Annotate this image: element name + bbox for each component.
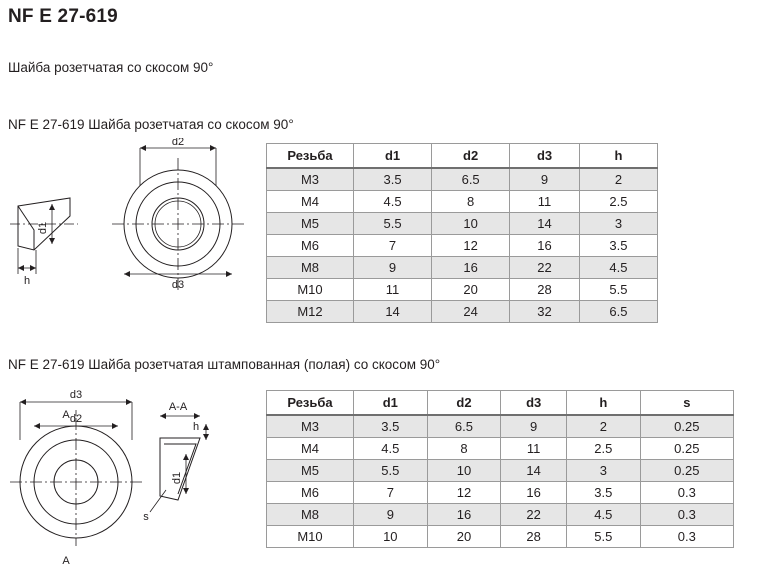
column-header-d3: d3 [510, 144, 580, 169]
label-d3: d3 [69, 389, 83, 401]
cell-d1: 4.5 [354, 438, 428, 460]
cell-thread: M12 [267, 301, 354, 323]
cell-d2: 16 [432, 257, 510, 279]
cell-d1: 10 [354, 526, 428, 548]
cell-h: 4.5 [567, 504, 641, 526]
column-header-d2: d2 [427, 391, 501, 416]
table-row [267, 301, 658, 323]
cell-d2: 10 [427, 460, 501, 482]
cell-thread: M8 [267, 257, 354, 279]
cell-h: 5.5 [567, 526, 641, 548]
cell-thread: M6 [267, 482, 354, 504]
cell-d1: 7 [354, 235, 432, 257]
cell-d3: 9 [510, 168, 580, 191]
cell-d2: 24 [432, 301, 510, 323]
cell-h: 3.5 [567, 482, 641, 504]
section-2-heading: NF E 27-619 Шайба розетчатая штампованная (полая) со скосом 90° [8, 357, 441, 372]
page-subtitle: Шайба розетчатая со скосом 90° [8, 60, 214, 75]
label-d2: d2 [171, 138, 185, 148]
cell-h: 2 [579, 168, 657, 191]
cell-thread: M4 [267, 191, 354, 213]
label-h: h [23, 275, 31, 287]
cell-h: 3 [579, 213, 657, 235]
cell-h: 3 [567, 460, 641, 482]
label-s: s [143, 511, 149, 523]
cell-d1: 5.5 [354, 213, 432, 235]
cell-d2: 16 [427, 504, 501, 526]
table-header-row [267, 391, 734, 416]
section-1-figure [0, 138, 260, 338]
cell-h: 2.5 [567, 438, 641, 460]
cell-s: 0.25 [640, 415, 733, 438]
label-section-a-bottom: A [62, 555, 70, 567]
column-header-d1: d1 [354, 391, 428, 416]
cell-d2: 12 [432, 235, 510, 257]
cell-s: 0.3 [640, 504, 733, 526]
label-section-a-top: A [62, 409, 70, 421]
cell-d2: 12 [427, 482, 501, 504]
label-d3: d3 [171, 279, 185, 291]
section-1-table [266, 143, 658, 323]
cell-d3: 9 [501, 415, 567, 438]
table-row [267, 482, 734, 504]
cell-d1: 4.5 [354, 191, 432, 213]
cell-d2: 8 [432, 191, 510, 213]
label-h: h [192, 421, 200, 433]
cell-d3: 16 [501, 482, 567, 504]
cell-d3: 11 [501, 438, 567, 460]
cell-thread: M10 [267, 279, 354, 301]
label-d1: d1 [171, 471, 183, 485]
cell-thread: M3 [267, 415, 354, 438]
label-d2: d2 [69, 413, 83, 425]
table-header-row [267, 144, 658, 169]
table-row [267, 526, 734, 548]
cell-d3: 32 [510, 301, 580, 323]
table-row [267, 168, 658, 191]
cell-thread: M10 [267, 526, 354, 548]
table-row [267, 257, 658, 279]
cell-h: 6.5 [579, 301, 657, 323]
washer-cross-section-and-top-view-drawing [0, 138, 260, 333]
column-header-d3: d3 [501, 391, 567, 416]
section-1-heading: NF E 27-619 Шайба розетчатая со скосом 90° [8, 117, 294, 132]
cell-d2: 6.5 [432, 168, 510, 191]
cell-d1: 3.5 [354, 415, 428, 438]
cell-thread: M5 [267, 213, 354, 235]
table-row [267, 415, 734, 438]
cell-h: 2 [567, 415, 641, 438]
cell-d1: 9 [354, 257, 432, 279]
table-row [267, 504, 734, 526]
cell-h: 3.5 [579, 235, 657, 257]
cell-h: 5.5 [579, 279, 657, 301]
cell-s: 0.3 [640, 526, 733, 548]
page-title: NF E 27-619 [8, 6, 118, 27]
cell-d2: 8 [427, 438, 501, 460]
label-d1: d1 [37, 221, 49, 235]
stamped-washer-top-view-and-section-drawing [0, 378, 260, 578]
column-header-d1: d1 [354, 144, 432, 169]
cell-h: 2.5 [579, 191, 657, 213]
label-section-aa: A-A [168, 401, 188, 413]
cell-d1: 9 [354, 504, 428, 526]
table-row [267, 235, 658, 257]
cell-d3: 22 [501, 504, 567, 526]
cell-s: 0.3 [640, 482, 733, 504]
column-header-s: s [640, 391, 733, 416]
column-header-d2: d2 [432, 144, 510, 169]
table-row [267, 279, 658, 301]
table-row [267, 460, 734, 482]
cell-d3: 28 [501, 526, 567, 548]
cell-thread: M3 [267, 168, 354, 191]
section-2-table [266, 390, 734, 548]
table-row [267, 191, 658, 213]
cell-d1: 5.5 [354, 460, 428, 482]
cell-d3: 22 [510, 257, 580, 279]
cell-d2: 20 [432, 279, 510, 301]
column-header-h: h [579, 144, 657, 169]
cell-s: 0.25 [640, 438, 733, 460]
column-header-h: h [567, 391, 641, 416]
cell-d2: 10 [432, 213, 510, 235]
cell-d1: 14 [354, 301, 432, 323]
cell-d2: 20 [427, 526, 501, 548]
cell-d3: 11 [510, 191, 580, 213]
cell-d3: 28 [510, 279, 580, 301]
cell-s: 0.25 [640, 460, 733, 482]
cell-thread: M6 [267, 235, 354, 257]
table-row [267, 438, 734, 460]
cell-d1: 11 [354, 279, 432, 301]
cell-thread: M8 [267, 504, 354, 526]
cell-thread: M5 [267, 460, 354, 482]
cell-thread: M4 [267, 438, 354, 460]
cell-d3: 16 [510, 235, 580, 257]
cell-d3: 14 [510, 213, 580, 235]
table-row [267, 213, 658, 235]
cell-d1: 3.5 [354, 168, 432, 191]
cell-d3: 14 [501, 460, 567, 482]
cell-d2: 6.5 [427, 415, 501, 438]
cell-d1: 7 [354, 482, 428, 504]
column-header-thread: Резьба [267, 391, 354, 416]
section-2-figure [0, 378, 260, 583]
cell-h: 4.5 [579, 257, 657, 279]
column-header-thread: Резьба [267, 144, 354, 169]
